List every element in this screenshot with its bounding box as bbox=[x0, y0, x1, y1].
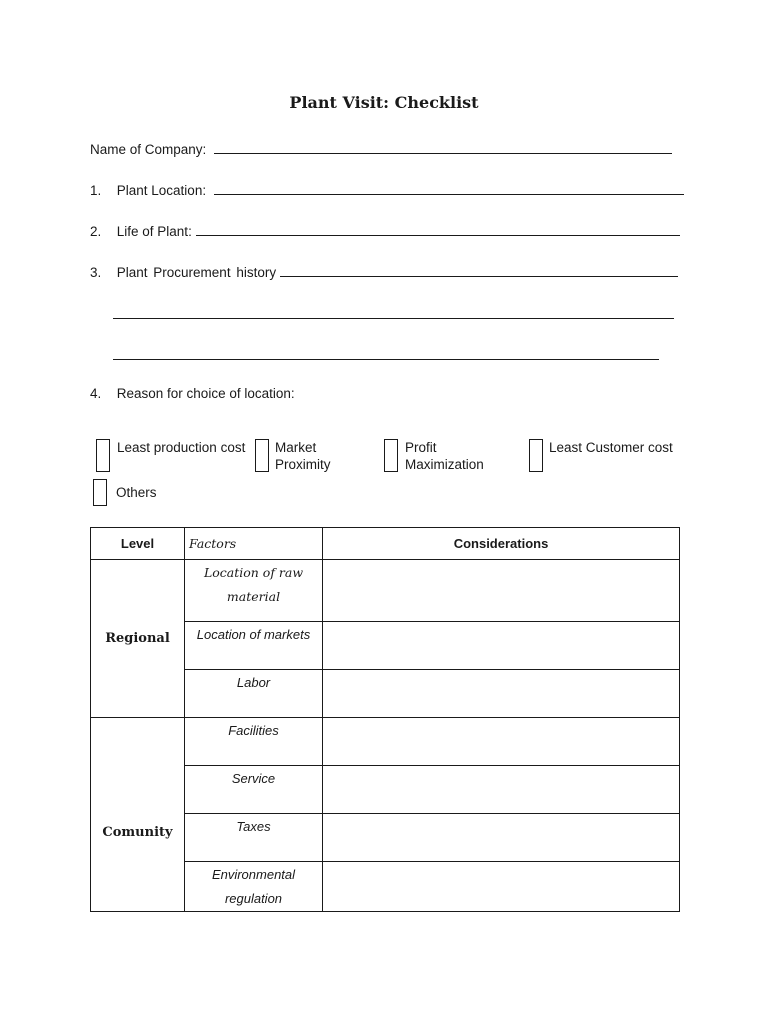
factors-header: Factors bbox=[185, 528, 323, 560]
item-number: 2. bbox=[90, 224, 102, 239]
table-row bbox=[91, 718, 680, 766]
factor-cell: Facilities bbox=[185, 718, 323, 766]
life-of-plant-label: Life of Plant: bbox=[116, 224, 192, 239]
procurement-history-input-line[interactable] bbox=[280, 264, 678, 277]
plant-location-label: Plant Location: bbox=[116, 183, 207, 198]
consideration-cell[interactable] bbox=[323, 622, 680, 670]
others-checkbox[interactable] bbox=[93, 479, 107, 506]
least-production-cost-checkbox[interactable] bbox=[96, 439, 110, 472]
regional-level-cell: Regional bbox=[91, 560, 185, 718]
factor-cell: Location of raw material bbox=[185, 560, 323, 622]
market-proximity-label-line-1: Market bbox=[275, 440, 317, 455]
consideration-cell[interactable] bbox=[323, 718, 680, 766]
procurement-history-label: Plant Procurement history bbox=[116, 265, 277, 280]
company-input-line[interactable] bbox=[214, 141, 672, 154]
company-field bbox=[90, 141, 672, 157]
page-title: Plant Visit: Checklist bbox=[289, 93, 479, 112]
company-label: Name of Company: bbox=[90, 142, 207, 157]
factor-cell: Environmental regulation bbox=[185, 862, 323, 912]
consideration-cell[interactable] bbox=[323, 560, 680, 622]
market-proximity-checkbox[interactable] bbox=[255, 439, 269, 472]
procurement-history-line-3[interactable] bbox=[113, 359, 659, 360]
profit-maximization-label-line-2: Maximization bbox=[405, 457, 484, 472]
plant-location-field bbox=[90, 182, 684, 198]
location-factors-table bbox=[90, 527, 680, 912]
others-label: Others bbox=[116, 485, 157, 500]
consideration-cell[interactable] bbox=[323, 862, 680, 912]
consideration-cell[interactable] bbox=[323, 670, 680, 718]
least-production-cost-label: Least production cost bbox=[117, 440, 246, 455]
consideration-cell[interactable] bbox=[323, 766, 680, 814]
life-of-plant-field bbox=[90, 223, 680, 239]
market-proximity-label bbox=[275, 439, 331, 473]
profit-maximization-label bbox=[405, 439, 484, 473]
item-number: 1. bbox=[90, 183, 102, 198]
least-customer-cost-label: Least Customer cost bbox=[549, 440, 673, 455]
reason-for-location-field bbox=[90, 386, 295, 401]
factor-cell: Service bbox=[185, 766, 323, 814]
factor-cell: Labor bbox=[185, 670, 323, 718]
table-header-row bbox=[91, 528, 680, 560]
item-number: 3. bbox=[90, 265, 102, 280]
factor-cell: Taxes bbox=[185, 814, 323, 862]
procurement-history-field bbox=[90, 264, 678, 280]
plant-location-input-line[interactable] bbox=[214, 182, 684, 195]
level-header: Level bbox=[91, 528, 185, 560]
reason-for-location-label: Reason for choice of location: bbox=[116, 386, 295, 401]
life-of-plant-input-line[interactable] bbox=[196, 223, 680, 236]
factor-cell: Location of markets bbox=[185, 622, 323, 670]
least-customer-cost-checkbox[interactable] bbox=[529, 439, 543, 472]
profit-maximization-checkbox[interactable] bbox=[384, 439, 398, 472]
market-proximity-label-line-2: Proximity bbox=[275, 457, 331, 472]
considerations-header: Considerations bbox=[323, 528, 680, 560]
community-level-cell: Comunity bbox=[91, 718, 185, 912]
item-number: 4. bbox=[90, 386, 102, 401]
procurement-history-line-2[interactable] bbox=[113, 318, 674, 319]
profit-maximization-label-line-1: Profit bbox=[405, 440, 437, 455]
consideration-cell[interactable] bbox=[323, 814, 680, 862]
table-row bbox=[91, 560, 680, 622]
